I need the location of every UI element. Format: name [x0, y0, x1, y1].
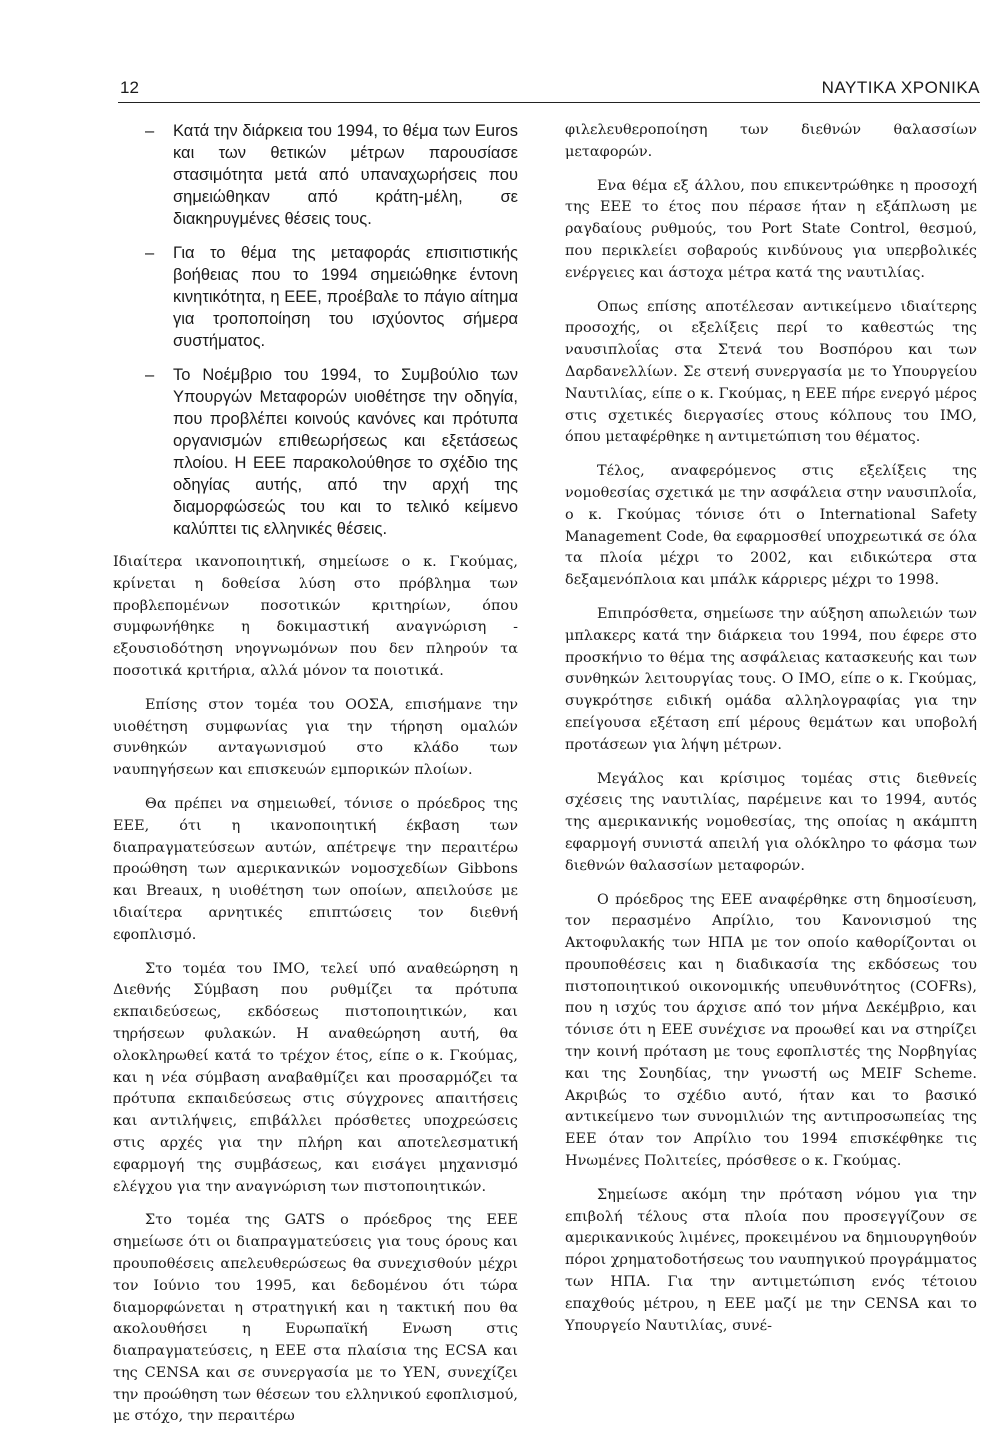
bullet-item — [113, 242, 518, 352]
paragraph: Ιδιαίτερα ικανοποιητική, σημείωσε ο κ. Γκούμας, κρίνεται η δοθείσα λύση στο πρόβλημα των προβλεπομένων ποσοτικών κριτηρίων, όπου συμφωνήθηκε η δοκιμαστική αναγνώριση - εξουσιοδότηση νηογνωμόνων που δεν πληρούν τα ποσοτικά κριτήρια, αλλά μόνον τα ποιοτικά. — [113, 554, 518, 679]
paragraph: Στο τομέα της GATS ο πρόεδρος της ΕΕΕ σημείωσε ότι οι διαπραγματεύσεις για τους όρους και προυποθέσεις απελευθερώσεως θα συνεχισθούν μέχρι τον Ιούνιο του 1995, και δεδομένου ότι τώρα διαμορφώνεται η στρατηγική και η τακτική που θα ακολουθήσει η Ευρωπαϊκή Ενωση στις διαπραγματεύσεις, η ΕΕΕ στα πλαίσια της ECSA και της CENSA και σε συνεργασία με το ΥΕΝ, συνεχίζει την προώθηση των θέσεων του ελληνικού εφοπλισμού, με στόχο, την περαιτέρω — [113, 1212, 518, 1425]
dash-marker: – — [145, 366, 155, 384]
bullet-item — [113, 364, 518, 540]
paragraph-continuation: φιλελευθεροποίηση των διεθνών θαλασσίων μεταφορών. — [565, 122, 977, 160]
bullet-text: Για το θέμα της μεταφοράς επισιτιστικής βοήθειας που το 1994 σημειώθηκε έντονη κινητικότητα, η ΕΕΕ, προέβαλε το πάγιο αίτημα για τροποποίηση του ισχύοντος σήμερα συστήματος. — [173, 244, 518, 350]
paragraph: Σημείωσε ακόμη την πρόταση νόμου για την επιβολή τέλους στα πλοία που προσεγγίζουν σε αμερικανικούς λιμένες, προκειμένου να δημιουργηθούν πόροι χρηματοδοτήσεως του ναυπηγικού προγράμματος των ΗΠΑ. Για την αντιμετώπιση ενός τέτοιου επαχθούς μέτρου, η ΕΕΕ μαζί με την CENSA και το Υπουργείο Ναυτιλίας, συνέ- — [565, 1186, 977, 1334]
bullet-text: Το Νοέμβριο του 1994, το Συμβούλιο των Υπουργών Μεταφορών υιοθέτησε την οδηγία, που προβλέπει κοινούς κανόνες και πρότυπα οργανισμών επιθεωρήσεως και εξετάσεως πλοίου. Η ΕΕΕ παρακολούθησε το σχέδιο της οδηγίας αυτής, από την αρχή της διαμορφώσεώς του και το τελικό κείμενο καλύπτει τις ελληνικές θέσεις. — [173, 366, 518, 538]
paragraph: Θα πρέπει να σημειωθεί, τόνισε ο πρόεδρος της ΕΕΕ, ότι η ικανοποιητική έκβαση των διαπραγματεύσεων αυτών, απέτρεψε την περαιτέρω προώθηση των αμερικανικών νομοσχεδίων Gibbons και Breaux, η υιοθέτηση των οποίων, απειλούσε με ιδιαίτερα αρνητικές επιπτώσεις τον διεθνή εφοπλισμό. — [113, 795, 518, 943]
left-column — [113, 120, 518, 1440]
paragraph: Επίσης στον τομέα του ΟΟΣΑ, επισήμανε την υιοθέτηση συμφωνίας για την τήρηση ομαλών συνθηκών ανταγωνισμού στο κλάδο των ναυπηγήσεων και επισκευών εμπορικών πλοίων. — [113, 696, 518, 779]
bullet-text: Κατά την διάρκεια του 1994, το θέμα των Euros και των θετικών μέτρων παρουσίασε στασιμότητα μετά από υπαναχωρήσεις που σημειώθηκαν από κράτη-μέλη, σε διακηρυγμένες θέσεις τους. — [173, 122, 518, 228]
dash-marker: – — [145, 122, 155, 140]
paragraph: Ενα θέμα εξ άλλου, που επικεντρώθηκε η προσοχή της ΕΕΕ το έτος που πέρασε ήταν η εξάπλωση με ραγδαίους ρυθμούς, του Port State Control, θεσμού, που περικλείει σοβαρούς κινδύνους για υπερβολικές ενέργειες και άστοχα μέτρα κατά της ναυτιλίας. — [565, 177, 977, 281]
running-title: ΝΑΥΤΙΚΑ ΧΡΟΝΙΚΑ — [821, 78, 980, 97]
bullet-item — [113, 120, 518, 230]
paragraph: Στο τομέα του ΙΜΟ, τελεί υπό αναθεώρηση η Διεθνής Σύμβαση που ρυθμίζει τα πρότυπα εκπαιδεύσεως, εκδόσεως πιστοποιητικών, και τηρήσεων φυλακών. Η αναθεώρηση αυτή, θα ολοκληρωθεί κατά το τρέχον έτος, είπε ο κ. Γκούμας, και η νέα σύμβαση αναβαθμίζει και προσαρμόζει τα πρότυπα εκπαιδεύσεως στις σύγχρονες απαιτήσεις και αντιλήψεις, επιβάλλει πρόσθετες υποχρεώσεις στις αρχές για την πλήρη και αποτελεσματική εφαρμογή της συμβάσεως, και εισάγει μηχανισμό ελέγχου για την αναγνώριση των πιστοποιητικών. — [113, 960, 518, 1195]
paragraph: Ο πρόεδρος της ΕΕΕ αναφέρθηκε στη δημοσίευση, τον περασμένο Απρίλιο, του Κανονισμού της Ακτοφυλακής των ΗΠΑ με τον οποίο καθορίζονται οι προυποθέσεις και η διαδικασία της εκδόσεως του πιστοποιητικού οικονομικής υπευθυνότητος (COFRs), που η ισχύς του άρχισε από τον μήνα Δεκέμβριο, και τόνισε ότι η ΕΕΕ συνέχισε να προωθεί και να στηρίζει την κοινή πρόταση με τους εφοπλιστές της Νορβηγίας και της Σουηδίας, την γνωστή ως MEIF Scheme. Ακριβώς το σχέδιο αυτό, ήταν και το βασικό αντικείμενο των συνομιλιών της αντιπροσωπείας της ΕΕΕ όταν τον Απρίλιο του 1994 επισκέφθηκε τις Ηνωμένες Πολιτείες, πρόσθεσε ο κ. Γκούμας. — [565, 891, 977, 1170]
page-number: 12 — [120, 78, 139, 97]
dash-marker: – — [145, 244, 155, 262]
right-column — [565, 120, 977, 1349]
paragraph: Οπως επίσης αποτέλεσαν αντικείμενο ιδιαίτερης προσοχής, οι εξελίξεις περί το καθεστώς της ναυσιπλοΐας στα Στενά του Βοσπόρου και των Δαρδανελλίων. Σε στενή συνεργασία με το Υπουργείου Ναυτιλίας, είπε ο κ. Γκούμας, η ΕΕΕ πήρε ενεργό μέρος στις σχετικές διεργασίες στους κόλπους του ΙΜΟ, όπου μεταφέρθηκε η αντιμετώπιση του θέματος. — [565, 298, 977, 446]
page-header — [118, 76, 980, 103]
paragraph: Επιπρόσθετα, σημείωσε την αύξηση απωλειών των μπλακερς κατά την διάρκεια του 1994, που έφερε στο προσκήνιο το θέμα της ασφάλειας κατασκευής και των συνθηκών λειτουργίας τους. Ο ΙΜΟ, είπε ο κ. Γκούμας, συγκρότησε ειδική ομάδα αλληλογραφίας για την επείγουσα εξέταση επί μέρους θεμάτων και υποβολή προτάσεων για λήψη μέτρων. — [565, 605, 977, 753]
paragraph: Τέλος, αναφερόμενος στις εξελίξεις της νομοθεσίας σχετικά με την ασφάλεια στην ναυσιπλοΐα, ο κ. Γκούμας τόνισε ότι ο International Safety Management Code, θα εφαρμοσθεί υποχρεωτικά σε όλα τα πλοία μέχρι το 2002, και ειδικώτερα στα δεξαμενόπλοια και μπάλκ κάρριερς μέχρι το 1998. — [565, 463, 978, 589]
paragraph: Μεγάλος και κρίσιμος τομέας στις διεθνείς σχέσεις της ναυτιλίας, παρέμεινε και το 1994, αυτός της αμερικανικής νομοθεσίας, της οποίας η ακάμπτη εφαρμογή συνιστά απειλή για ολόκληρο το φάσμα των διεθνών θαλασσίων μεταφορών. — [565, 770, 977, 874]
